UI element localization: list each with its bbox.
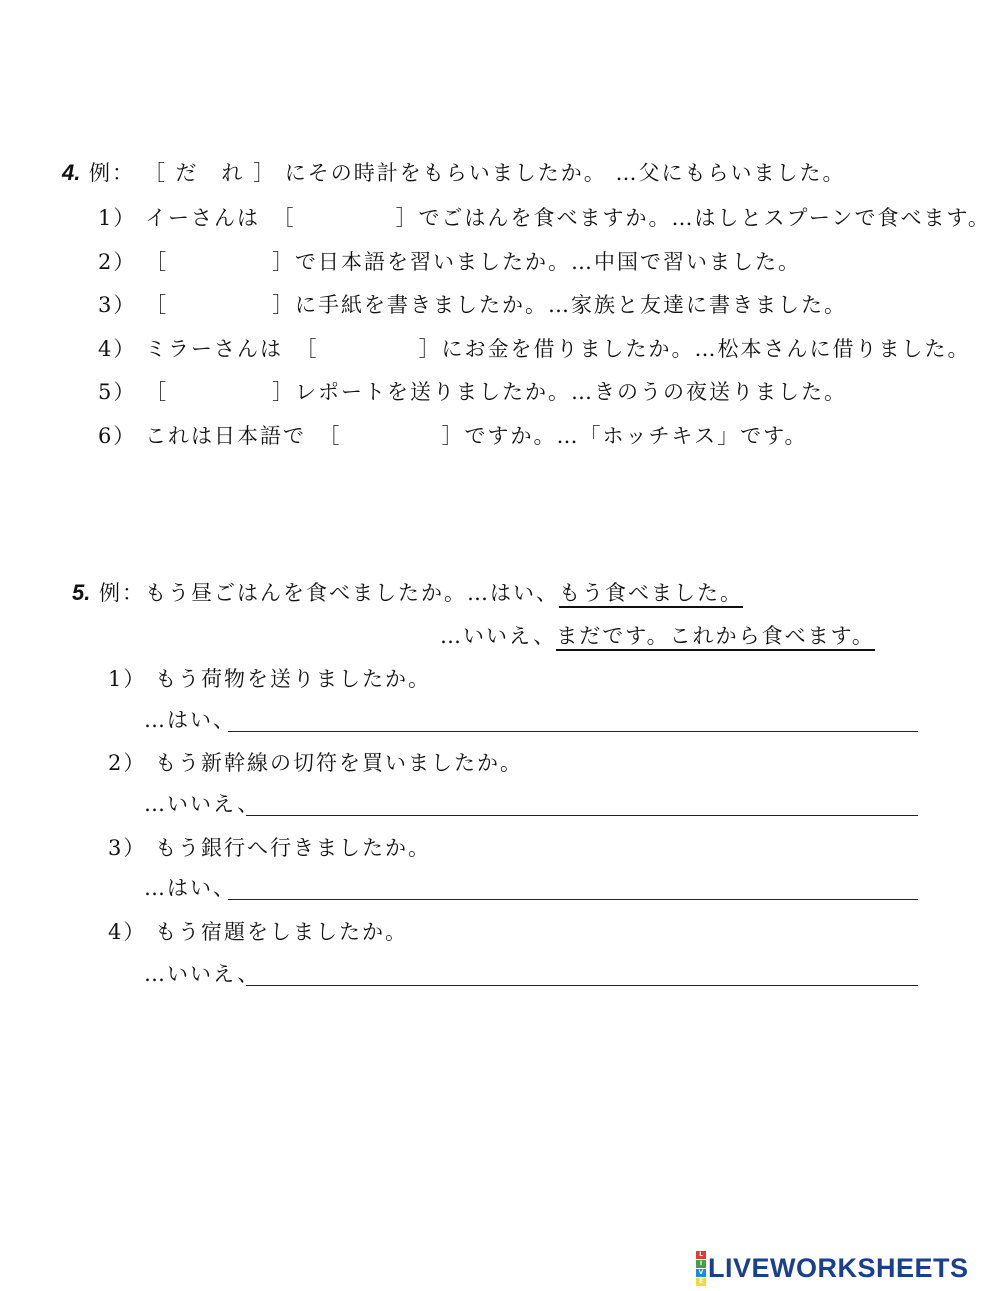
blank-input-4-4[interactable] [319, 339, 419, 363]
logo-mark-icon: L I V E [696, 1251, 706, 1286]
blank-input-4-5[interactable] [168, 382, 272, 406]
section5-item-2-prefix: …いいえ、 [144, 792, 261, 816]
answer-input-5-2[interactable] [246, 792, 918, 816]
section4-item-4: 4） ミラーさんは ［ ］にお金を借りましたか。…松本さんに借りました。 [98, 337, 971, 361]
section5-item-1-question: 1） もう荷物を送りましたか。 [108, 667, 432, 691]
example-label: 例： [89, 161, 136, 185]
answer-input-5-3[interactable] [228, 876, 918, 900]
section5-item-3-question: 3） もう銀行へ行きましたか。 [108, 836, 432, 860]
blank-input-4-2[interactable] [168, 252, 272, 276]
example-question: にその時計をもらいましたか。 [284, 161, 607, 185]
example-answer-yes: もう食べました。 [559, 581, 743, 608]
section4-item-5: 5） ［ ］レポートを送りましたか。…きのうの夜送りました。 [98, 380, 848, 404]
section4-item-1: 1） イーさんは ［ ］でごはんを食べますか。…はしとスプーンで食べます。 [98, 206, 991, 230]
section5-item-4-prefix: …いいえ、 [144, 962, 261, 986]
example-answer-no: まだです。これから食べます。 [556, 624, 875, 651]
example-label: 例： [99, 581, 146, 605]
section4-item-3: 3） ［ ］に手紙を書きましたか。…家族と友達に書きました。 [98, 293, 848, 317]
blank-input-4-6[interactable] [342, 426, 442, 450]
section5-item-4-question: 4） もう宿題をしましたか。 [108, 920, 409, 944]
blank-input-4-3[interactable] [168, 295, 272, 319]
example-question: もう昼ごはんを食べましたか。…はい、 [145, 581, 560, 605]
section5-item-2-question: 2） もう新幹線の切符を買いましたか。 [108, 751, 524, 775]
section5-example-no: …いいえ、まだです。これから食べます。 [440, 624, 875, 649]
section4-item-2: 2） ［ ］で日本語を習いましたか。…中国で習いました。 [98, 250, 802, 274]
section5-item-3-prefix: …はい、 [144, 876, 236, 900]
answer-input-5-1[interactable] [228, 708, 918, 732]
liveworksheets-logo [696, 1250, 969, 1285]
section5-number: 5. [72, 580, 91, 605]
section5-example [72, 580, 743, 606]
blank-input-4-1[interactable] [296, 208, 396, 232]
example-bracket-word: だ れ [175, 161, 245, 185]
section4-item-6: 6） これは日本語で ［ ］ですか。…「ホッチキス」です。 [98, 424, 808, 448]
section4-example: 4. 例： ［ だ れ ］ にその時計をもらいましたか。 …父にもらいました。 [62, 160, 846, 185]
example-answer: …父にもらいました。 [615, 161, 846, 185]
answer-input-5-4[interactable] [246, 962, 918, 986]
section4-number: 4. [62, 160, 81, 185]
section5-item-1-prefix: …はい、 [144, 708, 236, 732]
logo-text: LIVEWORKSHEETS [708, 1252, 969, 1283]
